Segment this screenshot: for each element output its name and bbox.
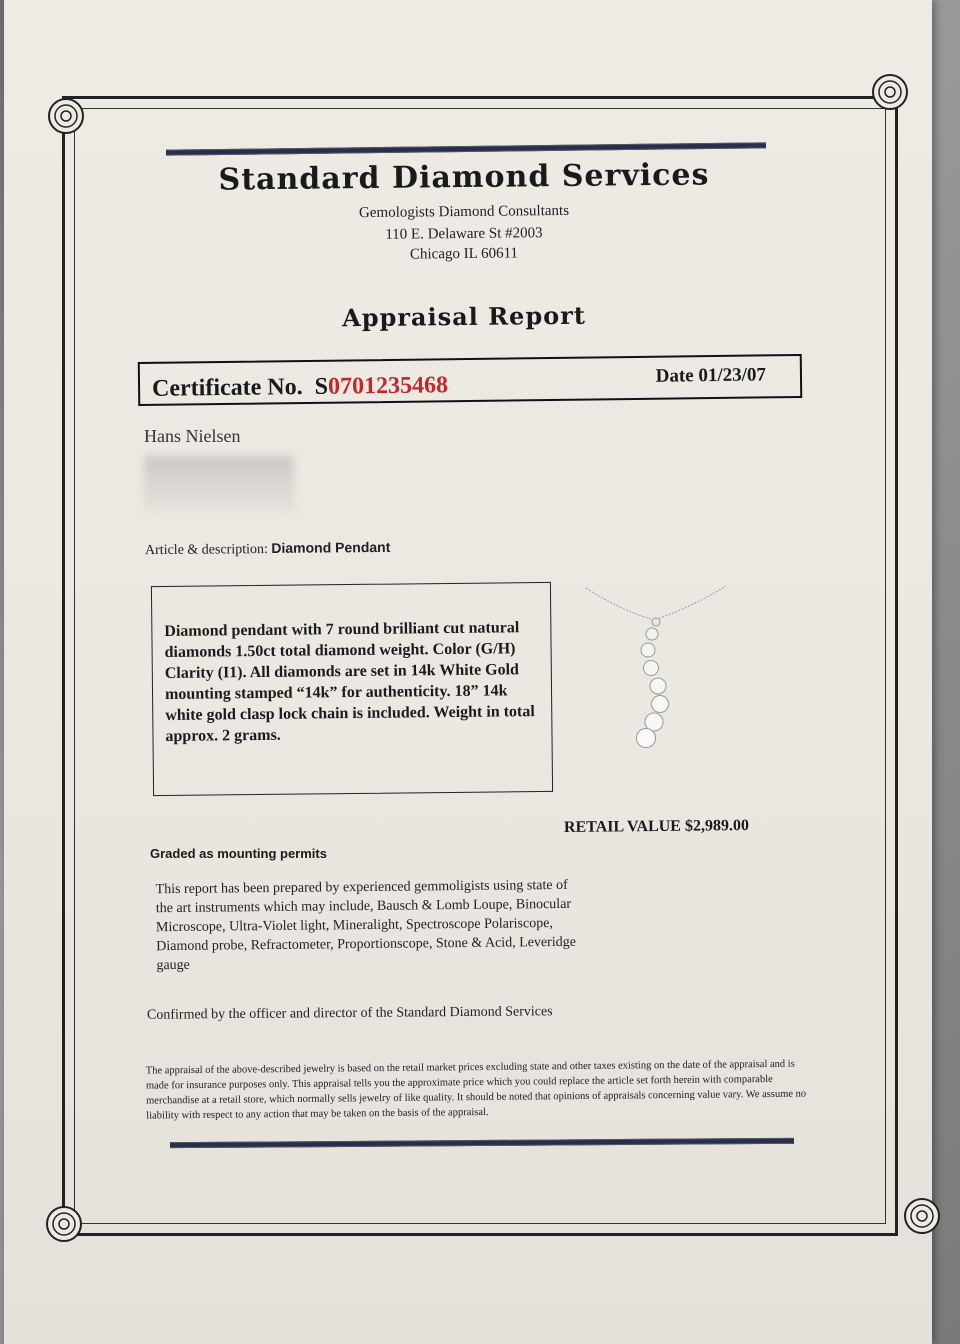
confirmation-note: Confirmed by the officer and director of the Standard Diamond Services — [146, 1004, 553, 1023]
certificate-number: 0701235468 — [327, 372, 449, 400]
date-label: Date — [655, 365, 694, 387]
corner-rosette-icon — [902, 1196, 942, 1236]
pendant-photo — [580, 580, 730, 760]
article-line — [145, 539, 391, 559]
certificate-date — [656, 364, 767, 387]
instruments-note: This report has been prepared by experienced gemmoligists using state of the art instruments which may include, Bausch & Lomb Loupe, Binocular Microscope, Ultra-Violet light, Mineralight, Spectroscope Polariscope, Diamond probe, Refractometer, Proportionscope, Stone & Acid, Leveridge gauge — [155, 877, 576, 974]
corner-rosette-icon — [46, 96, 86, 136]
description-text: Diamond pendant with 7 round brilliant cut natural diamonds 1.50ct total diamond weight. Color (G/H) Clarity (I1). All diamonds are set in 14k White Gold mounting stamped “14k” for authenticity. 18” 14k white gold clasp lock chain is included. Weight in total approx. 2 grams. — [164, 619, 535, 745]
client-name: Hans Nielsen — [144, 426, 241, 446]
redacted-address — [144, 456, 294, 512]
company-address-line2: Chicago IL 60611 — [409, 245, 519, 263]
description-box — [151, 582, 553, 796]
graded-note: Graded as mounting permits — [150, 846, 327, 861]
appraisal-document — [4, 0, 932, 1344]
article-value: Diamond Pendant — [271, 538, 391, 556]
certificate-prefix: S — [314, 373, 329, 400]
certificate-box — [138, 354, 802, 406]
corner-rosette-icon — [870, 72, 910, 112]
article-label: Article & description: — [144, 541, 268, 559]
company-tagline: Gemologists Diamond Consultants — [358, 202, 570, 222]
disclaimer: The appraisal of the above-described jewelry is based on the retail market prices excluding state and other taxes existing on the date of the appraisal and is made for insurance purposes only. This appraisal tells you the approximate price which you could replace the article set forth herein with comparable merchandise at a retail store, which normally sells jewelry of like quality. It should be noted that opinions of appraisals concerning value vary. We assume no liability with respect to any action that may be taken on the basis of the appraisal. — [145, 1058, 807, 1122]
date-value: 01/23/07 — [698, 364, 767, 387]
company-name: Standard Diamond Services — [218, 157, 710, 198]
certificate-line — [152, 372, 448, 403]
report-title: Appraisal Report — [341, 300, 587, 333]
company-address-line1: 110 E. Delaware St #2003 — [385, 225, 543, 243]
retail-value: RETAIL VALUE $2,989.00 — [563, 817, 750, 836]
corner-rosette-icon — [44, 1204, 84, 1244]
certificate-label: Certificate No. — [151, 374, 303, 402]
